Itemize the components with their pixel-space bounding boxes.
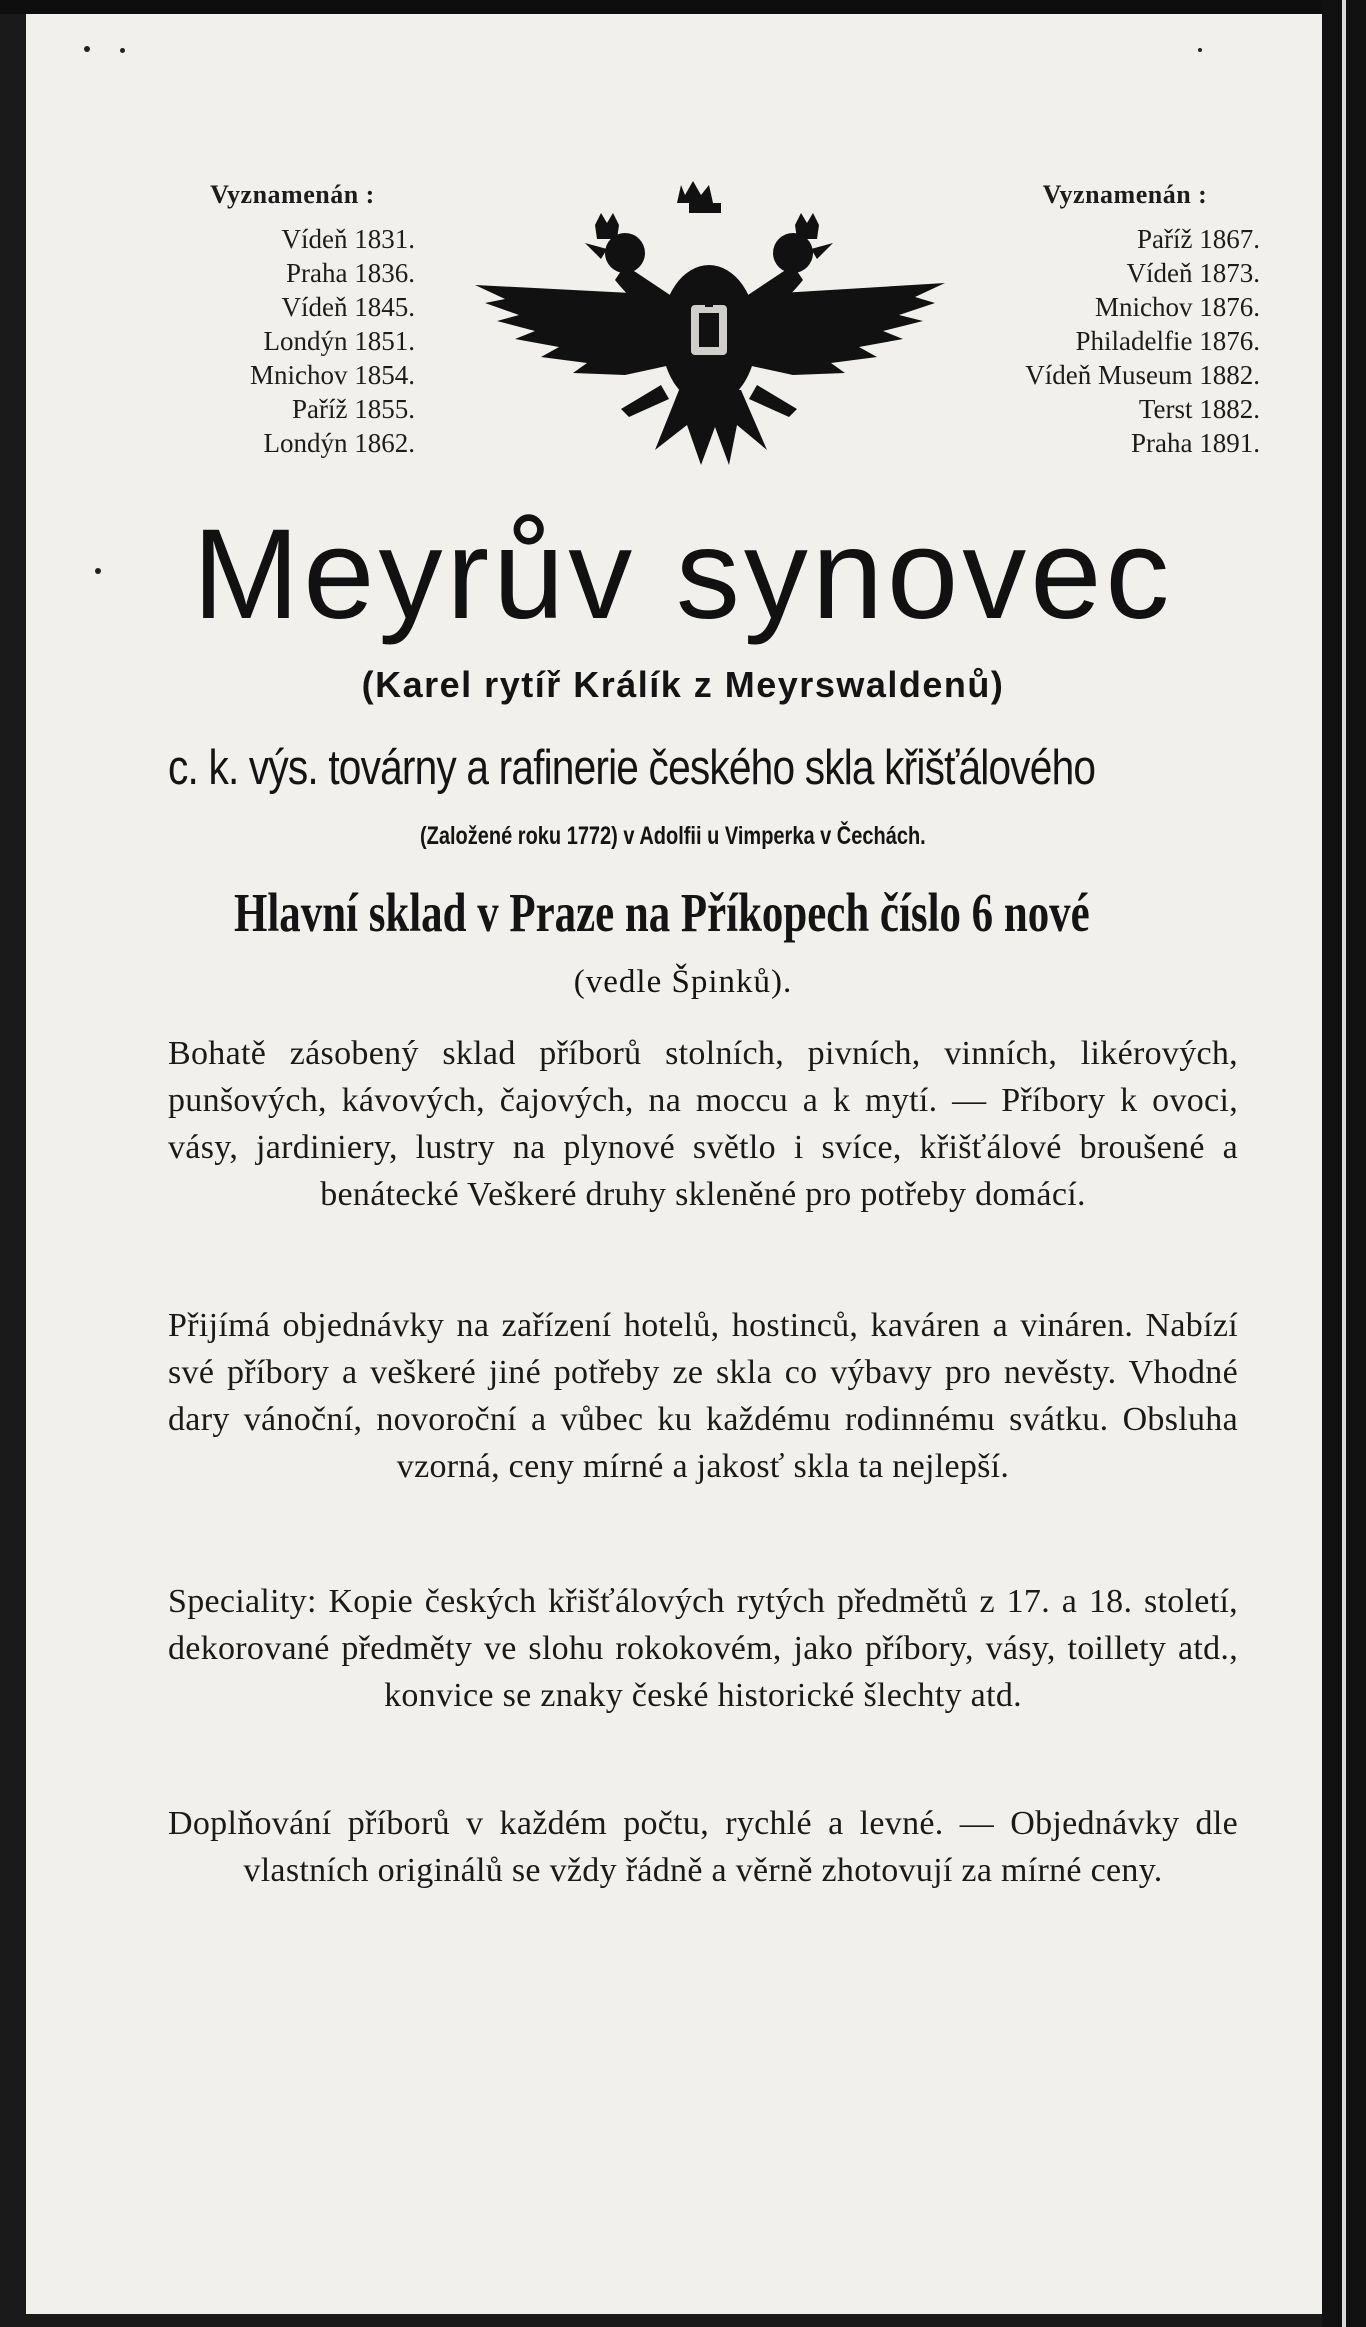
scan-speck (120, 48, 125, 53)
scan-top-edge (0, 0, 1366, 14)
founded-line: (Založené roku 1772) v Adolfii u Vimperka v Čechách. (420, 822, 926, 850)
awards-left (150, 178, 415, 460)
award-entry: Paříž 1867. (1137, 224, 1260, 254)
award-entry: Vídeň 1831. (281, 224, 415, 254)
paragraph-specialities: Speciality: Kopie českých křišťálových rytých předmětů z 17. a 18. století, dekorované předměty ve slohu rokokovém, jako příbory, vásy, toillety atd., konvice se znaky české historické šlechty atd. (168, 1583, 1238, 1714)
award-entry: Terst 1882. (1138, 394, 1260, 424)
main-store-heading: Hlavní sklad v Praze na Příkopech číslo 6 nové (234, 882, 1090, 943)
award-entry: Praha 1836. (286, 258, 415, 288)
award-entry: Mnichov 1876. (1095, 292, 1260, 322)
scan-speck (84, 46, 90, 52)
award-entry: Vídeň 1873. (1126, 258, 1260, 288)
store-location-note: (vedle Špinků). (573, 964, 793, 1000)
award-entry: Londýn 1851. (263, 326, 415, 356)
paragraph-replenishment: Doplňování příborů v každém počtu, rychlé a levné. — Objednávky dle vlastních originálů se vždy řádně a věrně zhotovují za mírné ceny. (168, 1805, 1238, 1889)
awards-left-heading: Vyznamenán : (210, 180, 375, 209)
award-entry: Praha 1891. (1131, 428, 1260, 458)
award-entry: Vídeň 1845. (281, 292, 415, 322)
awards-right (990, 178, 1260, 460)
company-title: Meyrův synovec (192, 503, 1174, 646)
award-entry: Londýn 1862. (263, 428, 415, 458)
owner-subtitle: (Karel rytíř Králík z Meyrswaldenů) (361, 664, 1005, 705)
double-headed-eagle-icon (475, 175, 945, 465)
scan-edge-line (1342, 0, 1346, 2327)
awards-right-heading: Vyznamenán : (1042, 180, 1208, 209)
paragraph-orders: Přijímá objednávky na zařízení hotelů, hostinců, kaváren a vináren. Nabízí své příbory a veškeré jiné potřeby ze skla co výbavy pro nevěsty. Vhodné dary vánoční, novoroční a vůbec ku každému rodinnému svátku. Obsluha vzorná, ceny mírné a jakosť skla ta nejlepší. (168, 1307, 1238, 1485)
award-entry: Mnichov 1854. (250, 360, 415, 390)
factory-line: c. k. výs. továrny a rafinerie českého skla křišťálového (168, 741, 1096, 795)
paragraph-assortment: Bohatě zásobený sklad příborů stolních, pivních, vinních, likérových, punšových, kávových, čajových, na moccu a k mytí. — Příbory k ovoci, vásy, jardiniery, lustry na plynové světlo i svíce, křišťálové broušené a benátecké Veškeré druhy skleněné pro potřeby domácí. (168, 1035, 1238, 1213)
award-entry: Vídeň Museum 1882. (1025, 360, 1260, 390)
scan-speck (1198, 48, 1202, 52)
award-entry: Philadelfie 1876. (1075, 326, 1260, 356)
award-entry: Paříž 1855. (292, 394, 415, 424)
